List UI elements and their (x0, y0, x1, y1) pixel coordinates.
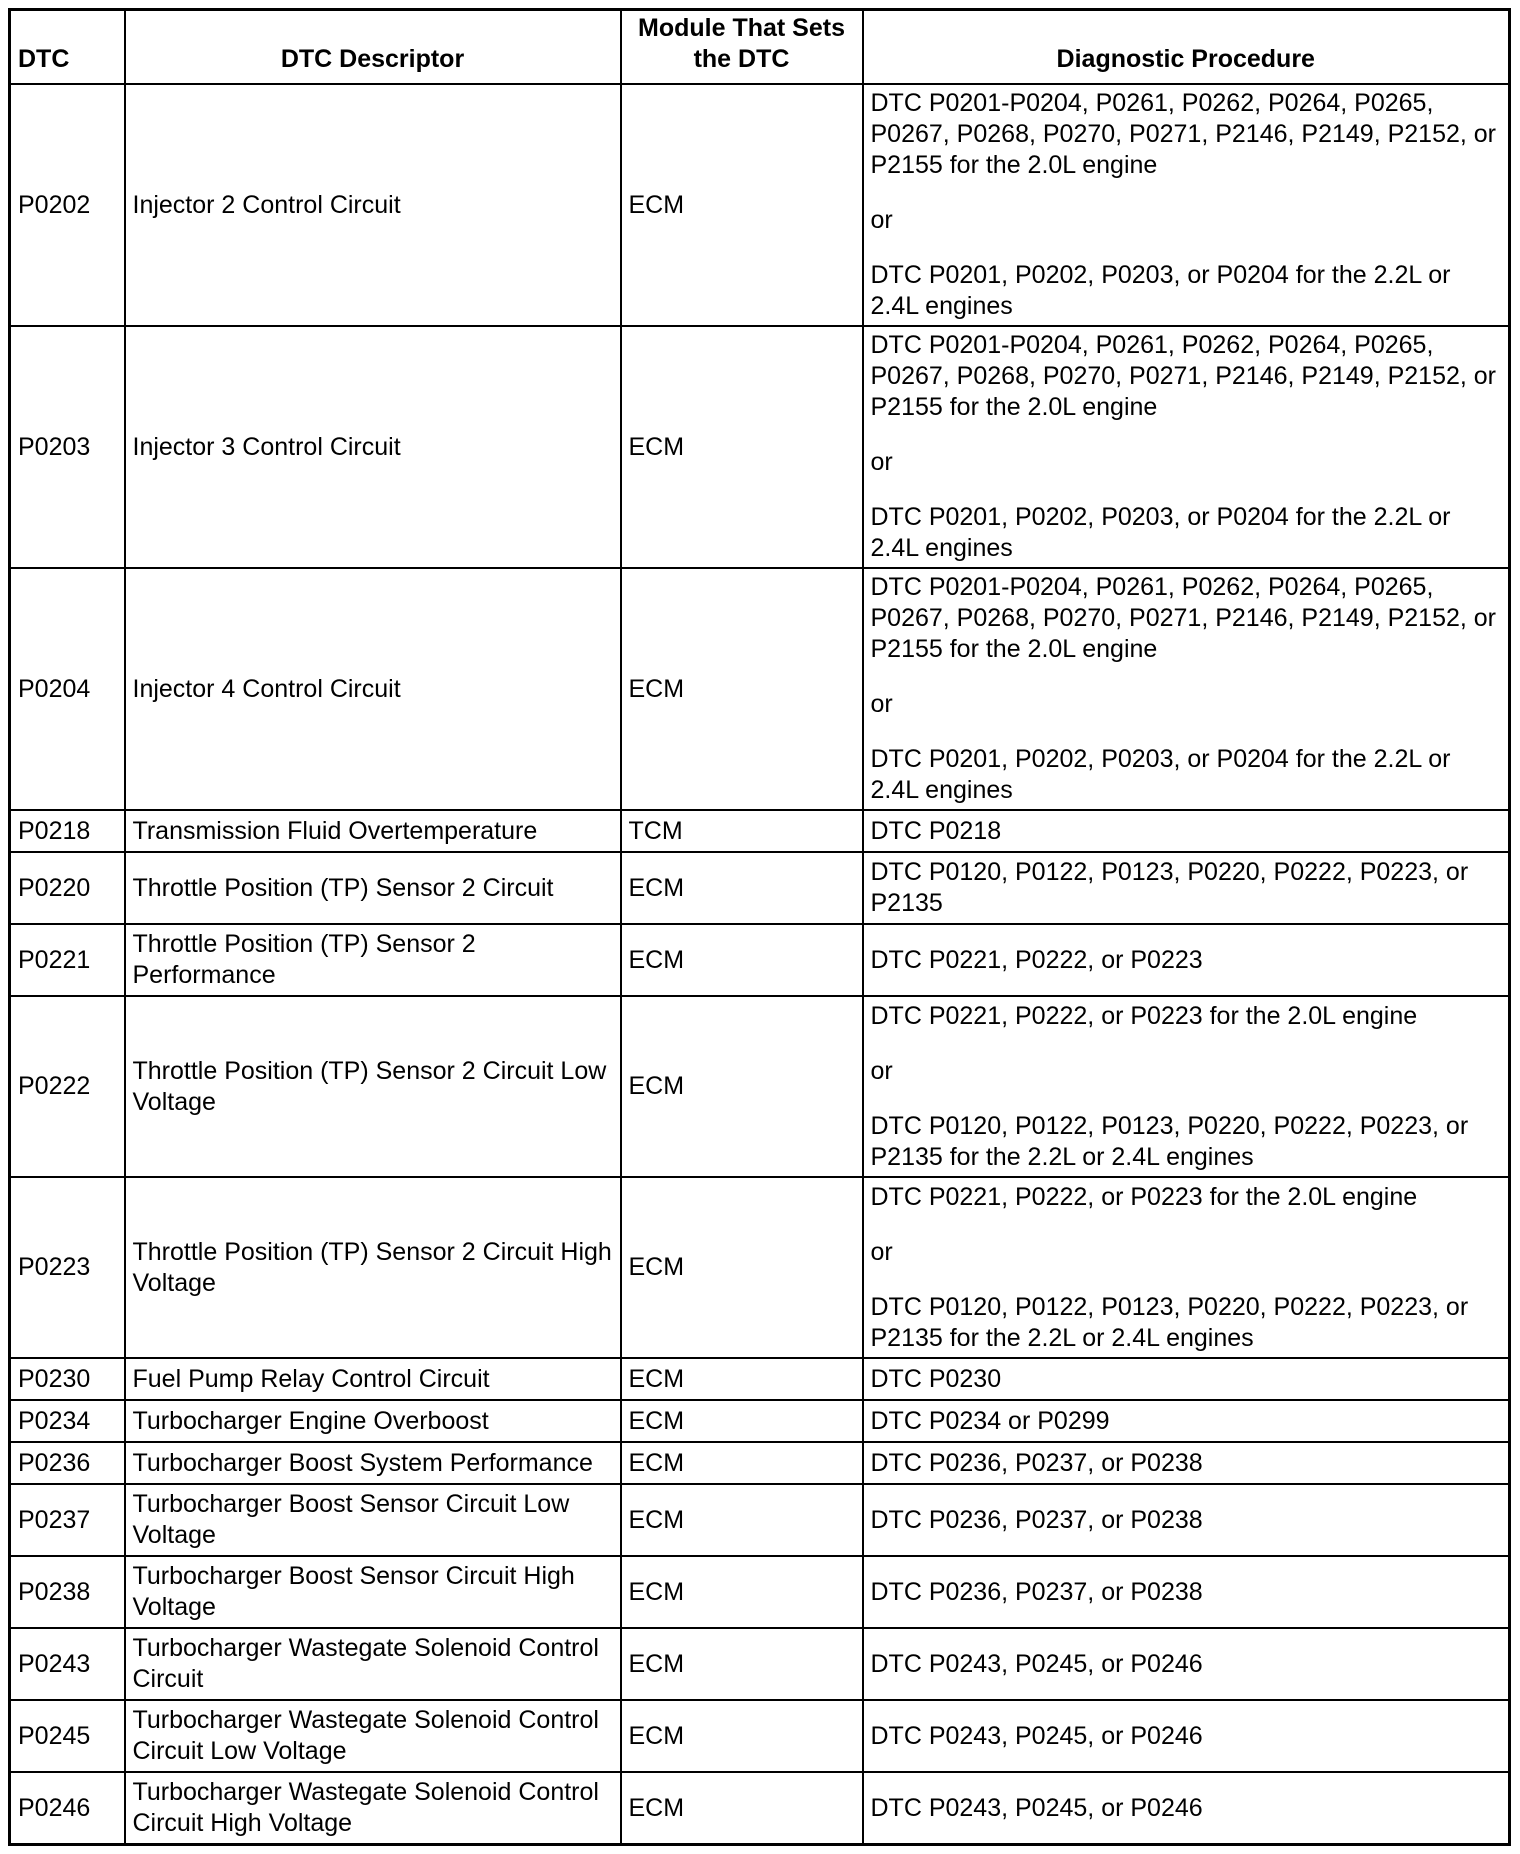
table-row (10, 1556, 1510, 1628)
procedure-paragraph: DTC P0221, P0222, or P0223 for the 2.0L engine (870, 1001, 1418, 1030)
module-cell: TCM (621, 810, 863, 852)
module-cell: ECM (621, 1484, 863, 1556)
procedure-paragraph: DTC P0201-P0204, P0261, P0262, P0264, P0265, P0267, P0268, P0270, P0271, P2146, P2149, P2152, or P2155 for the 2.0L engine (870, 331, 1497, 421)
diagnostic-procedure-cell (863, 1772, 1510, 1845)
procedure-paragraph: DTC P0236, P0237, or P0238 (870, 1577, 1203, 1606)
dtc-descriptor-cell: Turbocharger Wastegate Solenoid Control Circuit Low Voltage (125, 1700, 621, 1772)
module-cell: ECM (621, 84, 863, 326)
procedure-paragraph: DTC P0230 (870, 1364, 1002, 1393)
dtc-table (8, 8, 1511, 1846)
dtc-descriptor-cell: Turbocharger Wastegate Solenoid Control Circuit High Voltage (125, 1772, 621, 1845)
dtc-code-cell: P0234 (10, 1400, 125, 1442)
diagnostic-procedure-cell (863, 1400, 1510, 1442)
header-module: Module That Sets the DTC (621, 10, 863, 85)
header-descriptor: DTC Descriptor (125, 10, 621, 85)
table-row (10, 1628, 1510, 1700)
table-row (10, 996, 1510, 1177)
procedure-paragraph: DTC P0221, P0222, or P0223 (870, 945, 1203, 974)
diagnostic-procedure-cell (863, 1628, 1510, 1700)
diagnostic-procedure-cell (863, 326, 1510, 568)
diagnostic-procedure-cell (863, 996, 1510, 1177)
dtc-code-cell: P0238 (10, 1556, 125, 1628)
table-row (10, 1772, 1510, 1845)
procedure-paragraph: DTC P0120, P0122, P0123, P0220, P0222, P0223, or P2135 for the 2.2L or 2.4L engines (870, 1111, 1469, 1171)
table-row (10, 1700, 1510, 1772)
dtc-code-cell: P0246 (10, 1772, 125, 1845)
dtc-code-cell: P0245 (10, 1700, 125, 1772)
table-header (10, 10, 1510, 85)
procedure-paragraph: DTC P0236, P0237, or P0238 (870, 1448, 1203, 1477)
dtc-descriptor-cell: Injector 4 Control Circuit (125, 568, 621, 810)
dtc-descriptor-cell: Turbocharger Boost Sensor Circuit Low Voltage (125, 1484, 621, 1556)
diagnostic-procedure-cell (863, 810, 1510, 852)
diagnostic-procedure-cell (863, 568, 1510, 810)
dtc-code-cell: P0237 (10, 1484, 125, 1556)
dtc-descriptor-cell: Injector 2 Control Circuit (125, 84, 621, 326)
dtc-descriptor-cell: Fuel Pump Relay Control Circuit (125, 1358, 621, 1400)
procedure-paragraph: DTC P0201, P0202, P0203, or P0204 for the 2.2L or 2.4L engines (870, 503, 1451, 562)
module-cell: ECM (621, 1772, 863, 1845)
procedure-paragraph: DTC P0201-P0204, P0261, P0262, P0264, P0265, P0267, P0268, P0270, P0271, P2146, P2149, P2152, or P2155 for the 2.0L engine (870, 573, 1497, 663)
diagnostic-procedure-cell (863, 1177, 1510, 1358)
dtc-descriptor-cell: Throttle Position (TP) Sensor 2 Circuit High Voltage (125, 1177, 621, 1358)
header-row (10, 10, 1510, 85)
diagnostic-procedure-cell (863, 852, 1510, 924)
dtc-code-cell: P0230 (10, 1358, 125, 1400)
module-cell: ECM (621, 924, 863, 996)
procedure-paragraph: DTC P0201-P0204, P0261, P0262, P0264, P0265, P0267, P0268, P0270, P0271, P2146, P2149, P2152, or P2155 for the 2.0L engine (870, 89, 1497, 179)
dtc-descriptor-cell: Turbocharger Engine Overboost (125, 1400, 621, 1442)
table-row (10, 924, 1510, 996)
module-cell: ECM (621, 1700, 863, 1772)
dtc-code-cell: P0220 (10, 852, 125, 924)
module-cell: ECM (621, 852, 863, 924)
procedure-paragraph: DTC P0243, P0245, or P0246 (870, 1793, 1203, 1822)
dtc-code-cell: P0204 (10, 568, 125, 810)
diagnostic-procedure-cell (863, 1442, 1510, 1484)
procedure-paragraph: DTC P0234 or P0299 (870, 1406, 1110, 1435)
dtc-descriptor-cell: Turbocharger Wastegate Solenoid Control Circuit (125, 1628, 621, 1700)
dtc-descriptor-cell: Turbocharger Boost Sensor Circuit High Voltage (125, 1556, 621, 1628)
module-cell: ECM (621, 568, 863, 810)
module-cell: ECM (621, 1177, 863, 1358)
module-cell: ECM (621, 996, 863, 1177)
header-dtc: DTC (10, 10, 125, 85)
procedure-paragraph: or (870, 1237, 893, 1266)
diagnostic-procedure-cell (863, 924, 1510, 996)
diagnostic-procedure-cell (863, 1556, 1510, 1628)
procedure-paragraph: or (870, 448, 893, 476)
diagnostic-procedure-cell (863, 84, 1510, 326)
diagnostic-procedure-cell (863, 1484, 1510, 1556)
procedure-paragraph: DTC P0120, P0122, P0123, P0220, P0222, P0223, or P2135 for the 2.2L or 2.4L engines (870, 1292, 1469, 1352)
dtc-code-cell: P0218 (10, 810, 125, 852)
module-cell: ECM (621, 1442, 863, 1484)
procedure-paragraph: DTC P0218 (870, 816, 1002, 845)
dtc-code-cell: P0223 (10, 1177, 125, 1358)
procedure-paragraph: or (870, 690, 893, 718)
procedure-paragraph: DTC P0120, P0122, P0123, P0220, P0222, P0223, or P2135 (870, 858, 1469, 917)
dtc-code-cell: P0222 (10, 996, 125, 1177)
table-row (10, 852, 1510, 924)
dtc-code-cell: P0221 (10, 924, 125, 996)
module-cell: ECM (621, 1556, 863, 1628)
table-row (10, 1484, 1510, 1556)
dtc-code-cell: P0236 (10, 1442, 125, 1484)
procedure-paragraph: DTC P0221, P0222, or P0223 for the 2.0L engine (870, 1182, 1418, 1211)
dtc-code-cell: P0203 (10, 326, 125, 568)
dtc-descriptor-cell: Injector 3 Control Circuit (125, 326, 621, 568)
module-cell: ECM (621, 1358, 863, 1400)
procedure-paragraph: DTC P0243, P0245, or P0246 (870, 1721, 1203, 1750)
dtc-code-cell: P0243 (10, 1628, 125, 1700)
diagnostic-procedure-cell (863, 1358, 1510, 1400)
dtc-code-cell: P0202 (10, 84, 125, 326)
procedure-paragraph: DTC P0243, P0245, or P0246 (870, 1649, 1203, 1678)
header-procedure: Diagnostic Procedure (863, 10, 1510, 85)
procedure-paragraph: or (870, 1056, 893, 1085)
procedure-paragraph: DTC P0201, P0202, P0203, or P0204 for the 2.2L or 2.4L engines (870, 745, 1451, 804)
diagnostic-procedure-cell (863, 1700, 1510, 1772)
procedure-paragraph: DTC P0201, P0202, P0203, or P0204 for the 2.2L or 2.4L engines (870, 261, 1451, 320)
procedure-paragraph: DTC P0236, P0237, or P0238 (870, 1505, 1203, 1534)
dtc-descriptor-cell: Throttle Position (TP) Sensor 2 Circuit Low Voltage (125, 996, 621, 1177)
table-row (10, 326, 1510, 568)
table-body (10, 84, 1510, 1845)
module-cell: ECM (621, 1400, 863, 1442)
dtc-descriptor-cell: Throttle Position (TP) Sensor 2 Circuit (125, 852, 621, 924)
dtc-descriptor-cell: Turbocharger Boost System Performance (125, 1442, 621, 1484)
table-row (10, 1400, 1510, 1442)
table-row (10, 1358, 1510, 1400)
module-cell: ECM (621, 1628, 863, 1700)
module-cell: ECM (621, 326, 863, 568)
table-row (10, 810, 1510, 852)
dtc-descriptor-cell: Throttle Position (TP) Sensor 2 Performance (125, 924, 621, 996)
procedure-paragraph: or (870, 206, 893, 234)
table-row (10, 1442, 1510, 1484)
table-row (10, 568, 1510, 810)
table-row (10, 84, 1510, 326)
table-row (10, 1177, 1510, 1358)
dtc-descriptor-cell: Transmission Fluid Overtemperature (125, 810, 621, 852)
